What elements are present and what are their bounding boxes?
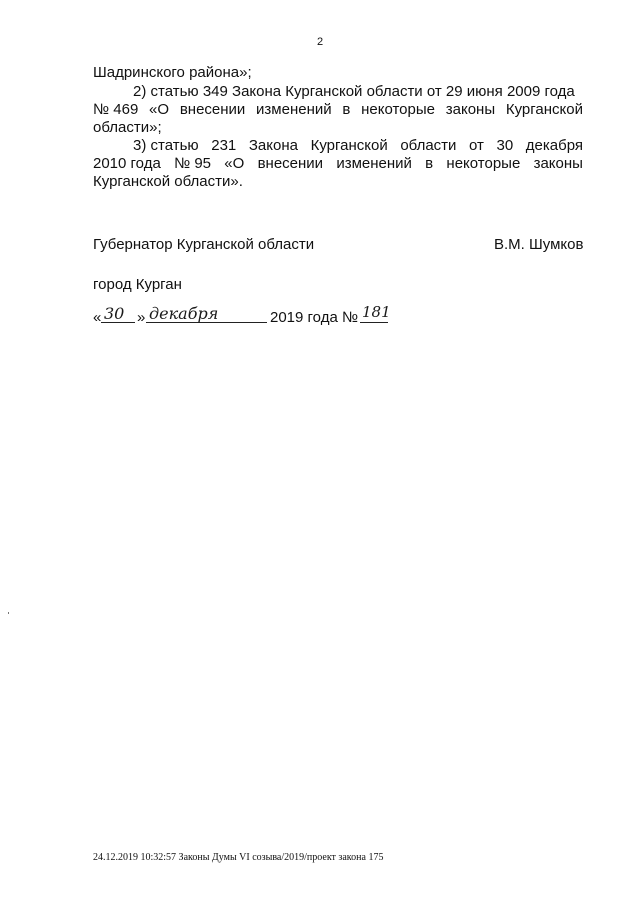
word: законы [445,101,496,118]
word: изменений [256,101,332,118]
text-item-2-line-3: области»; [93,119,162,136]
word: 30 [496,137,514,154]
word: «О [149,101,170,118]
word: Курганской [310,137,388,154]
page-number: 2 [316,36,324,48]
word: в [425,155,434,172]
scan-speck [8,612,9,614]
text-item-2-line-1: 2) статью 349 Закона Курганской области от 29 июня 2009 года [133,83,575,100]
word: декабря [525,137,583,154]
word: внесении [257,155,324,172]
word: некоторые [361,101,435,118]
date-open-quote: « [93,309,102,326]
document-footer: 24.12.2019 10:32:57 Законы Думы VI созыва/2019/проект закона 175 [93,852,384,863]
text-item-3-line-3: Курганской области». [93,173,243,190]
text-item-3-line-1 [133,137,583,155]
word: 2010 года [93,155,161,172]
date-close-quote: » [137,309,146,326]
word: области [400,137,457,154]
word: изменений [336,155,412,172]
date-day-handwritten: 30 [104,304,125,323]
text-line-1: Шадринского района»; [93,64,252,81]
number-underline [360,322,388,323]
law-number-handwritten: 181 [362,303,391,321]
word: 3) статью [133,137,199,154]
text-item-3-line-2 [93,155,583,173]
word: законы [533,155,583,172]
place-of-signing: город Курган [93,276,182,293]
word: Закона [248,137,298,154]
word: в [342,101,351,118]
word: 231 [211,137,237,154]
word: некоторые [446,155,521,172]
text-item-2-line-2 [93,101,583,119]
word: № 95 [174,155,212,172]
word: от [469,137,484,154]
signatory-name: В.М. Шумков [494,236,584,253]
date-month-handwritten: декабря [149,304,219,323]
word: Курганской [505,101,583,118]
date-year-text: 2019 года № [270,309,359,326]
word: внесении [179,101,246,118]
word: «О [224,155,245,172]
word: № 469 [93,101,139,118]
signatory-title: Губернатор Курганской области [93,236,315,253]
